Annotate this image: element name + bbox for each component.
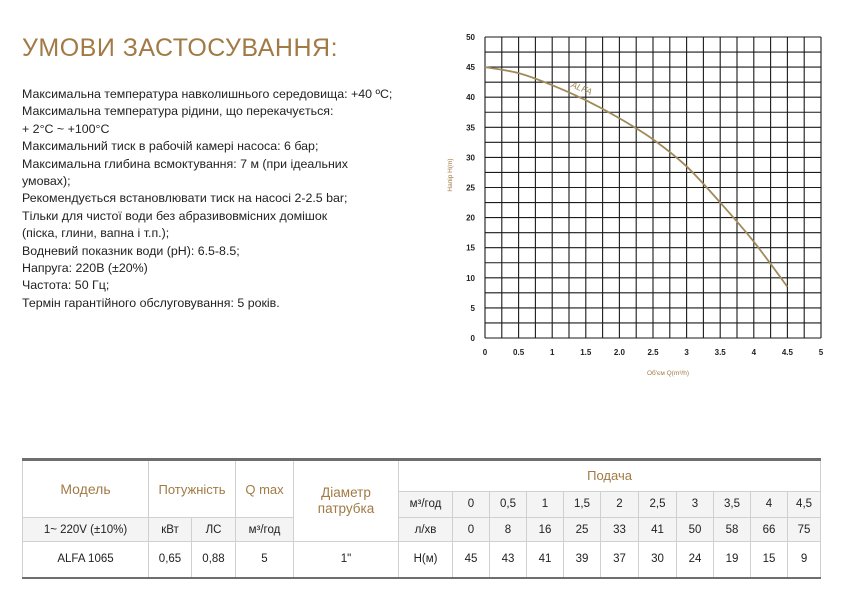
series-label: ALFA [569,79,594,98]
section-heading: УМОВИ ЗАСТОСУВАННЯ: [22,34,339,62]
header-qmax: Q max [236,460,294,518]
y-axis-label: Напір H(m) [447,158,454,192]
condition-line: Рекомендується встановлювати тиск на насосі 2-2.5 bar; [22,191,348,206]
flow-m3h-cell: 1,5 [564,491,601,517]
flow-m3h-cell: 3 [677,491,714,517]
head-cell: 37 [601,542,639,578]
flow-lmin-cell: 41 [639,518,677,542]
flow-m3h-cell: 3,5 [714,491,751,517]
head-cell: 43 [490,542,527,578]
header-power: Потужність [149,460,236,518]
row-label-head: Н(м) [399,542,453,578]
flow-m3h-cell: 4,5 [788,491,821,517]
hp-cell: 0,88 [192,542,236,578]
flow-lmin-cell: 58 [714,518,751,542]
x-tick-label: 3 [684,348,689,357]
flow-m3h-cell: 2 [601,491,639,517]
header-model: Модель [23,460,149,518]
flow-m3h-cell: 0,5 [490,491,527,517]
condition-line: умовах); [22,174,71,189]
x-tick-label: 2.5 [647,348,659,357]
flow-lmin-cell: 50 [677,518,714,542]
condition-line: + 2°C ~ +100°C [22,121,110,136]
kw-cell: 0,65 [149,542,192,578]
condition-line: Частота: 50 Гц; [22,278,110,293]
x-tick-label: 0 [482,348,488,357]
flow-m3h-cell: 2,5 [639,491,677,517]
flow-lmin-cell: 33 [601,518,639,542]
flow-lmin-cell: 66 [751,518,788,542]
condition-line: Максимальний тиск в рабочій камері насоса: 6 бар; [22,139,319,154]
x-axis-label: Об'єм Q(m³/h) [647,370,689,377]
diameter-cell: 1" [294,542,399,578]
y-tick-label: 50 [466,33,475,42]
y-tick-label: 0 [470,334,475,343]
model-name-cell: ALFA 1065 [23,542,149,578]
x-tick-label: 2.0 [613,348,625,357]
unit-kw: кВт [149,518,192,542]
header-diameter-line1: Діаметр [321,485,371,500]
x-tick-label: 1 [549,348,555,357]
flow-lmin-cell: 25 [564,518,601,542]
y-tick-label: 20 [466,213,475,223]
y-tick-label: 5 [470,303,475,313]
condition-line: Термін гарантійного обслуговування: 5 років. [22,295,280,310]
x-tick-label: 4 [751,348,757,357]
head-cell: 19 [714,542,751,578]
unit-qmax: м³/год [236,518,294,542]
row-label-lmin: л/хв [399,518,453,542]
head-cell: 41 [527,542,564,578]
condition-line: Водневий показник води (pH): 6.5-8.5; [22,243,240,258]
flow-m3h-cell: 0 [453,491,490,517]
y-tick-label: 40 [466,93,475,103]
y-tick-label: 25 [466,183,475,193]
y-tick-label: 30 [466,153,475,163]
condition-line: Тільки для чистої води без абразивовмісних домішок [22,208,328,223]
condition-line: Максимальна температура навколишнього середовища: +40 ºC; [22,87,393,101]
x-tick-label: 4.5 [781,348,793,357]
head-cell: 45 [453,542,490,578]
spec-table [22,458,821,579]
x-tick-label: 0.5 [513,348,525,357]
condition-line: Максимальна температура рідини, що перекачується: [22,104,334,119]
head-cell: 9 [788,542,821,578]
flow-lmin-cell: 8 [490,518,527,542]
head-cell: 39 [564,542,601,578]
x-tick-label: 3.5 [714,348,726,357]
y-tick-label: 35 [466,123,475,133]
y-tick-label: 10 [466,273,475,283]
x-tick-label: 5 [818,348,824,357]
header-diameter-line2: патрубка [317,501,375,516]
unit-hp: ЛС [192,518,236,542]
qmax-cell: 5 [236,542,294,578]
unit-voltage: 1~ 220V (±10%) [23,518,149,542]
y-tick-label: 15 [466,243,475,253]
flow-lmin-cell: 0 [453,518,490,542]
flow-m3h-cell: 1 [527,491,564,517]
condition-line: Максимальна глибина всмоктування: 7 м (при ідеальних [22,156,348,171]
header-diameter [294,460,399,542]
header-flow: Подача [399,460,821,492]
head-cell: 30 [639,542,677,578]
flow-lmin-cell: 75 [788,518,821,542]
condition-line: (піска, глини, вапна і т.п.); [22,226,170,241]
head-cell: 24 [677,542,714,578]
x-tick-label: 1.5 [580,348,592,357]
flow-m3h-cell: 4 [751,491,788,517]
y-tick-label: 45 [466,63,475,73]
flow-lmin-cell: 16 [527,518,564,542]
head-cell: 15 [751,542,788,578]
condition-line: Напруга: 220В (±20%) [22,261,148,276]
row-label-m3h: м³/год [399,491,453,517]
